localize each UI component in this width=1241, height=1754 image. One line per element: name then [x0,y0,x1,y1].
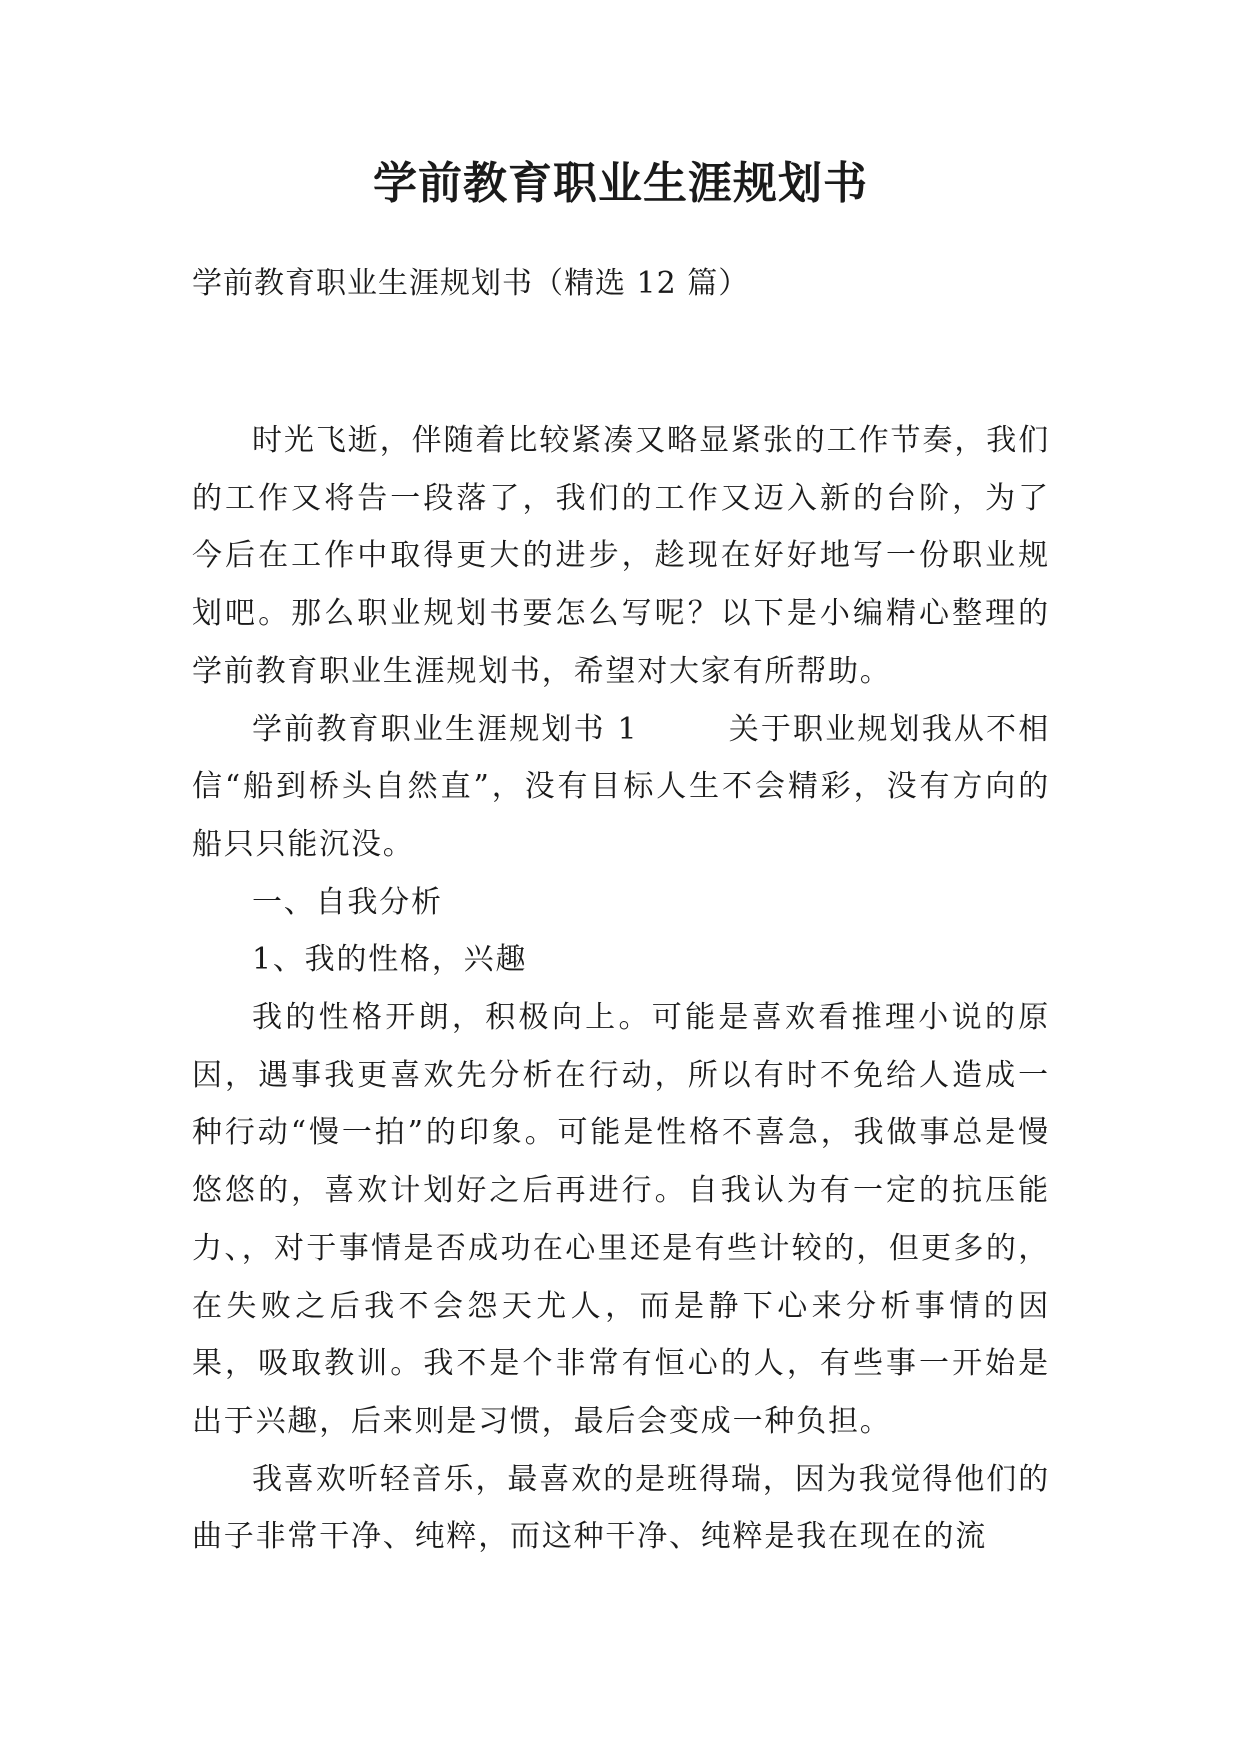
subheading-personality: 1、我的性格，兴趣 [252,942,528,978]
document-title: 学前教育职业生涯规划书 [373,158,868,209]
heading-self-analysis: 一、自我分析 [252,884,443,920]
section-1-heading: 学前教育职业生涯规划书 1 [252,711,639,747]
music-paragraph: 我喜欢听轻音乐，最喜欢的是班得瑞，因为我觉得他们的曲子非常干净、纯粹，而这种干净、纯粹是我在现在的流 [192,1461,1050,1555]
section-1-paragraph [192,701,1050,874]
section-1-lead: 关于职业规划我从不 [728,711,1019,747]
section-1-continuation: 相信“船到桥头自然直”，没有目标人生不会精彩，没有方向的船只只能沉没。 [192,711,1051,862]
document-body [192,412,1050,1566]
intro-paragraph: 时光飞逝，伴随着比较紧凑又略显紧张的工作节奏，我们的工作又将告一段落了，我们的工作又迈入新的台阶，为了今后在工作中取得更大的进步，趁现在好好地写一份职业规划吧。那么职业规划书要怎么写呢？以下是小编精心整理的学前教育职业生涯规划书，希望对大家有所帮助。 [192,423,1050,689]
personality-paragraph: 我的性格开朗，积极向上。可能是喜欢看推理小说的原因，遇事我更喜欢先分析在行动，所以有时不免给人造成一种行动“慢一拍”的印象。可能是性格不喜急，我做事总是慢悠悠的，喜欢计划好之后再进行。自我认为有一定的抗压能力、，对于事情是否成功在心里还是有些计较的，但更多的，在失败之后我不会怨天尤人，而是静下心来分析事情的因果，吸取教训。我不是个非常有恒心的人，有些事一开始是出于兴趣，后来则是习惯，最后会变成一种负担。 [192,1000,1050,1439]
document-subtitle: 学前教育职业生涯规划书（精选 12 篇） [192,266,750,301]
